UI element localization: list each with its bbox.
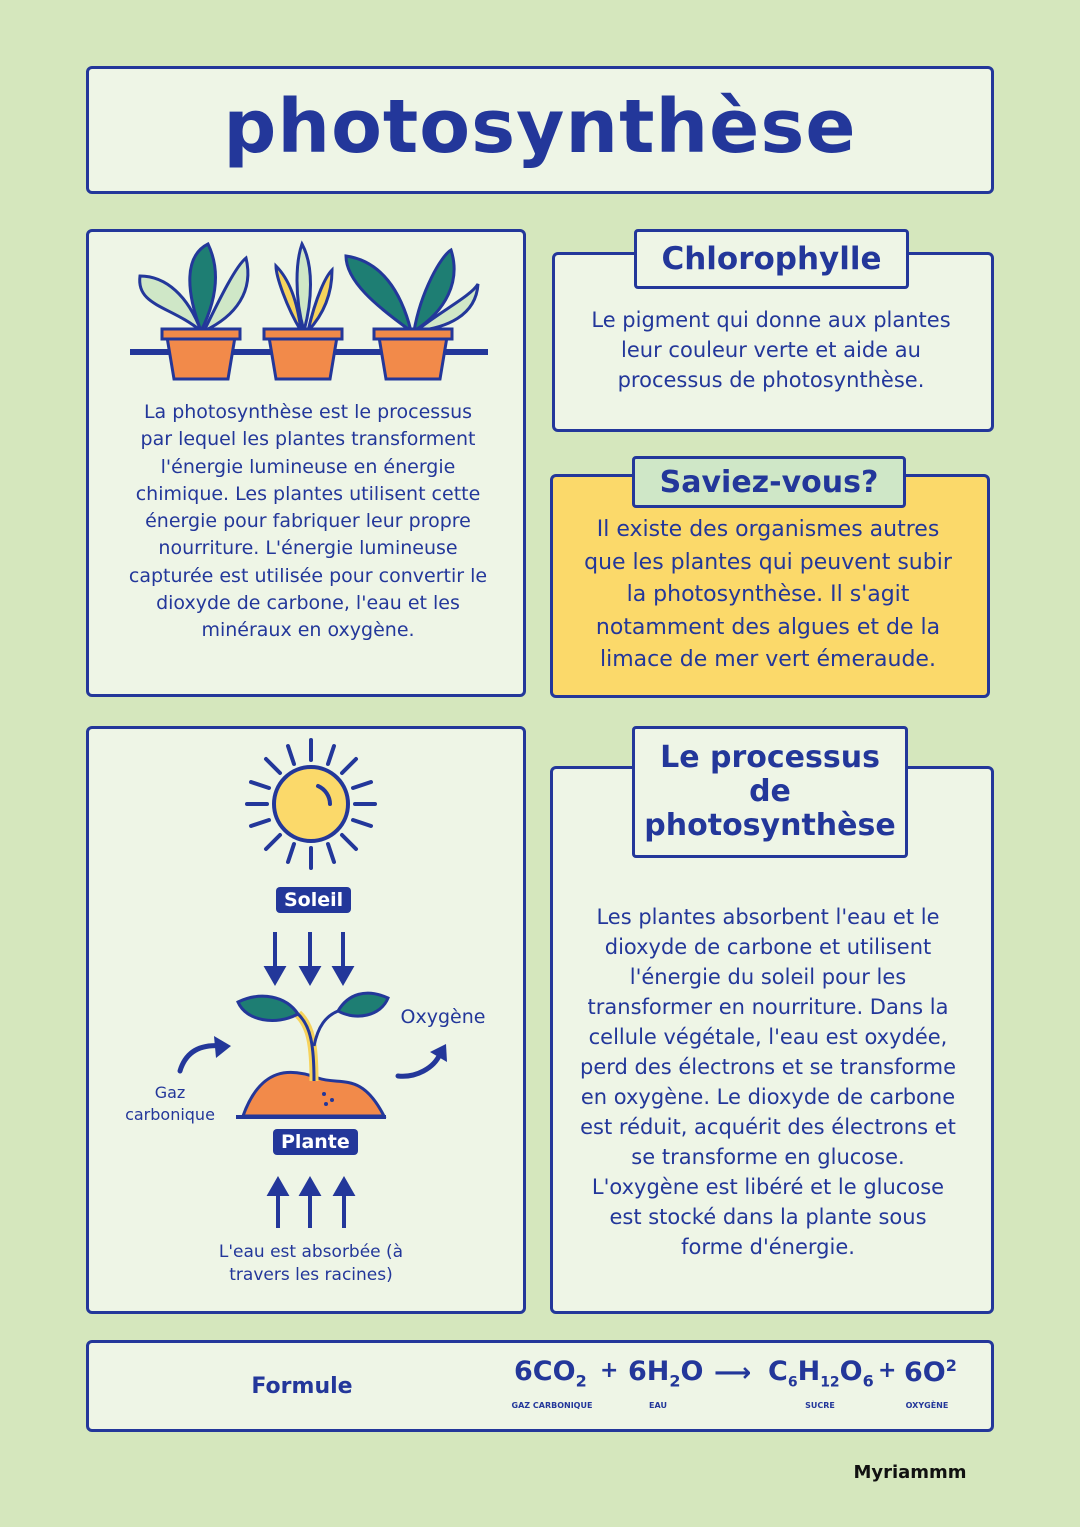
plant-three-icon xyxy=(346,250,478,379)
oxygen-label: Oxygène xyxy=(400,1006,486,1028)
reaction-arrow: ⟶ xyxy=(714,1358,752,1388)
saviez-text: Il existe des organismes autres que les plantes qui peuvent subir la photosynthèse. Il s'agit notamment des algues et de la limace de mer vert émeraude. xyxy=(584,517,952,672)
gas-label: Gaz carbonique xyxy=(125,1083,215,1124)
down-arrows-icon xyxy=(267,932,351,982)
term-glucose: $C_6H_{12}O_6$ xyxy=(768,1356,874,1391)
up-arrows-icon xyxy=(270,1180,352,1228)
caption-eau: EAU xyxy=(649,1401,667,1410)
caption-sucre: SUCRE xyxy=(805,1401,835,1410)
plus-two: + xyxy=(878,1358,897,1383)
water-label: L'eau est absorbée (à travers les racines) xyxy=(218,1242,404,1285)
plant-two-icon xyxy=(264,244,342,379)
caption-gaz: GAZ CARBONIQUE xyxy=(511,1401,593,1410)
sun-label: Soleil xyxy=(276,887,351,913)
potted-plants-illustration xyxy=(126,236,496,386)
chlorophylle-text: Le pigment qui donne aux plantes leur couleur verte et aide au processus de photosynthèse. xyxy=(591,308,951,392)
sun-icon xyxy=(247,740,375,868)
author-signature: Myriammm xyxy=(853,1462,967,1483)
term-co2: $6CO_2$ xyxy=(514,1356,587,1391)
term-h2o: $6H_2O$ xyxy=(628,1356,704,1391)
term-o2: $6O^2$ xyxy=(904,1356,957,1388)
oxygen-out-arrow-icon xyxy=(398,1044,447,1076)
saviez-heading: Saviez-vous? xyxy=(632,456,906,508)
gas-in-arrow-icon xyxy=(180,1036,231,1071)
plant-one-icon xyxy=(140,244,248,379)
processus-heading-line2: de xyxy=(749,774,791,809)
caption-oxygene: OXYGÈNE xyxy=(905,1401,949,1410)
plant-label: Plante xyxy=(273,1129,358,1155)
plus-one: + xyxy=(600,1358,619,1383)
chlorophylle-heading: Chlorophylle xyxy=(634,229,909,289)
page-title: photosynthèse xyxy=(223,84,857,170)
processus-heading-line1: Le processus xyxy=(660,740,880,775)
seedling-icon xyxy=(236,993,388,1117)
processus-heading xyxy=(632,726,908,858)
processus-heading-line3: photosynthèse xyxy=(644,808,896,843)
intro-text: La photosynthèse est le processus par lequel les plantes transforment l'énergie lumineuse en énergie chimique. Les plantes utilisent cette énergie pour fabriquer leur propre nourriture. L'énergie lumineuse capturée est utilisée pour convertir le dioxyde de carbone, l'eau et les minéraux en oxygène. xyxy=(128,401,488,642)
formula-label: Formule xyxy=(251,1374,353,1399)
processus-text: Les plantes absorbent l'eau et le dioxyde de carbone et utilisent l'énergie du soleil pour les transformer en nourriture. Dans la cellule végétale, l'eau est oxydée, perd des électrons et se transforme en oxygène. Le dioxyde de carbone est réduit, acquérit des électrons et se transforme en glucose. L'oxygène est libéré et le glucose est stocké dans la plante sous forme d'énergie. xyxy=(579,905,957,1259)
